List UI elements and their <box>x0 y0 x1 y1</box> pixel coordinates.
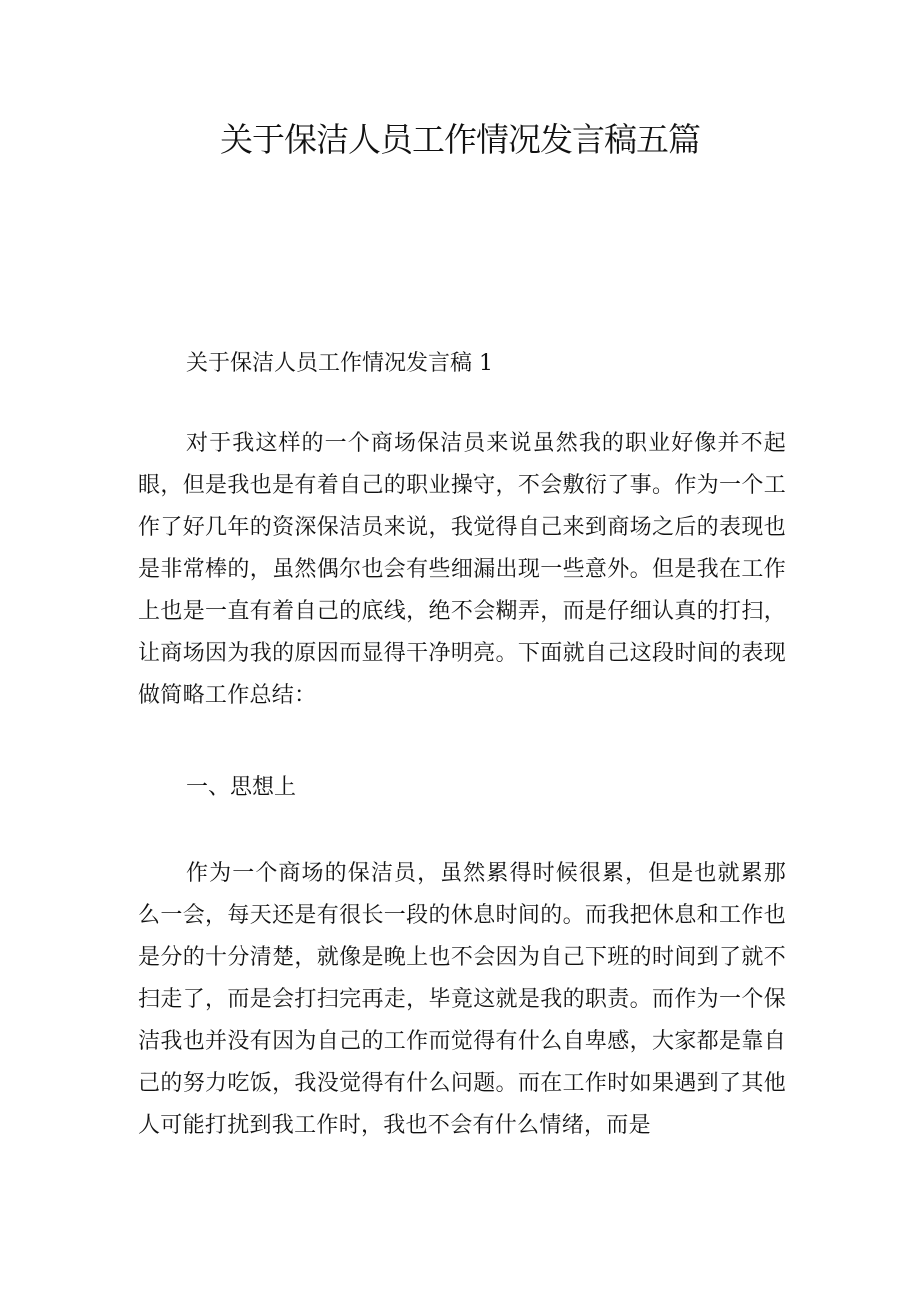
section-title: 关于保洁人员工作情况发言稿 1 <box>186 351 493 376</box>
body-paragraph: 对于我这样的一个商场保洁员来说虽然我的职业好像并不起眼，但是我也是有着自己的职业操守，不会敷衍了事。作为一个工作了好几年的资深保洁员来说，我觉得自己来到商场之后的表现也是非常棒的，虽然偶尔也会有些细漏出现一些意外。但是我在工作上也是一直有着自己的底线，绝不会糊弄，而是仔细认真的打扫，让商场因为我的原因而显得干净明亮。下面就自己这段时间的表现做简略工作总结： <box>138 431 786 708</box>
section-heading: 一、思想上 <box>186 775 297 800</box>
document-title: 关于保洁人员工作情况发言稿五篇 <box>220 120 700 159</box>
body-paragraph: 作为一个商场的保洁员，虽然累得时候很累，但是也就累那么一会，每天还是有很长一段的休息时间的。而我把休息和工作也是分的十分清楚，就像是晚上也不会因为自己下班的时间到了就不扫走了，而是会打扫完再走，毕竟这就是我的职责。而作为一个保洁我也并没有因为自己的工作而觉得有什么自卑感，大家都是靠自己的努力吃饭，我没觉得有什么问题。而在工作时如果遇到了其他人可能打扰到我工作时，我也不会有什么情绪，而是 <box>138 861 786 1138</box>
